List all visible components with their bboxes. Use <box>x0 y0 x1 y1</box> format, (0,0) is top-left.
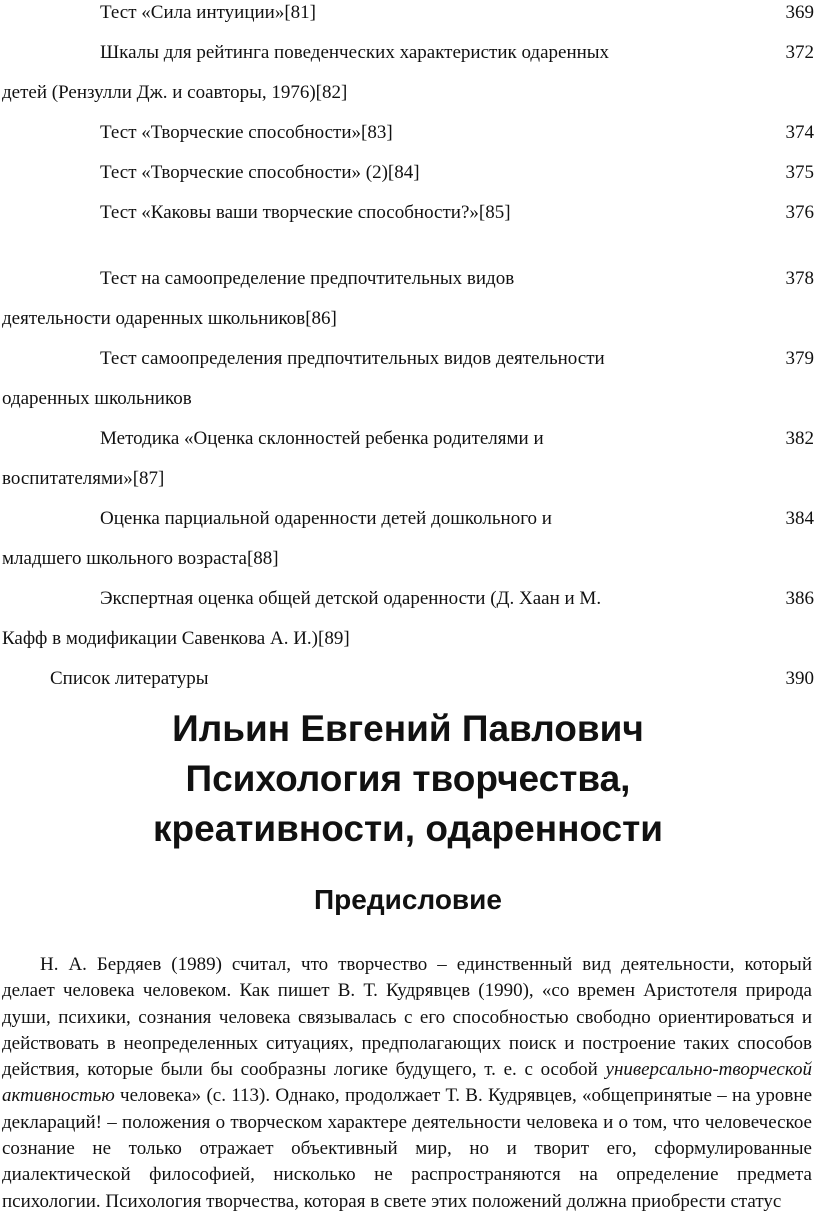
book-title-line: креативности, одаренности <box>153 808 663 849</box>
toc-entry-page: 376 <box>785 202 814 223</box>
toc-entry-page: 375 <box>785 162 814 183</box>
toc-entry-title-cont: воспитателями»[87] <box>2 468 165 489</box>
toc-entry-title: Тест на самоопределение предпочтительных видов <box>100 268 515 289</box>
toc-entry-title-cont: детей (Рензулли Дж. и соавторы, 1976)[82] <box>2 82 348 103</box>
toc-entry-title: Тест «Творческие способности»[83] <box>100 122 393 143</box>
preface-text-cont: человека» (с. 113). Однако, продолжает Т. В. Кудрявцев, «общепринятые – на уровне деклараций! – положения о творческом характере деятельности человека и о том, что человеческое сознание не только отражает объективный мир, но и творит его, сформулированные диалектической философией, нисколько не распространяются на определение предмета психологии. Психология творчества, которая в свете этих положений должна приобрести статус <box>2 1085 813 1212</box>
toc-entry-title: Тест «Каковы ваши творческие способности?»[85] <box>100 202 511 223</box>
toc-entry-page: 378 <box>785 268 814 289</box>
toc-entry-title: Тест «Творческие способности» (2)[84] <box>100 162 420 183</box>
book-title-line: Психология творчества, <box>185 758 631 799</box>
toc-entry-title-cont: младшего школьного возраста[88] <box>2 548 279 569</box>
toc-entry-page: 372 <box>785 42 814 63</box>
toc-entry-page: 369 <box>785 2 814 23</box>
toc-entry-title-cont: одаренных школьников <box>2 388 192 409</box>
toc-entry-title: Методика «Оценка склонностей ребенка родителями и <box>100 428 544 449</box>
preface-paragraph <box>2 952 812 1215</box>
toc-entry-title: Шкалы для рейтинга поведенческих характеристик одаренных <box>100 42 610 63</box>
book-author: Ильин Евгений Павлович <box>172 708 644 749</box>
toc-entry-title: Оценка парциальной одаренности детей дошкольного и <box>100 508 552 529</box>
toc-entry-page: 390 <box>785 668 814 689</box>
toc-entry-title-cont: деятельности одаренных школьников[86] <box>2 308 337 329</box>
toc-entry-title-cont: Кафф в модификации Савенкова А. И.)[89] <box>2 628 350 649</box>
toc-entry-page: 386 <box>785 588 814 609</box>
toc-entry-title: Тест «Сила интуиции»[81] <box>100 2 316 23</box>
toc-entry-page: 374 <box>785 122 814 143</box>
preface-italic-text: универсально-творческой активностью <box>2 1059 812 1107</box>
toc-entry-title: Экспертная оценка общей детской одаренности (Д. Хаан и М. <box>100 588 602 609</box>
preface-text: Н. А. Бердяев (1989) считал, что творчество – единственный вид деятельности, который делает человека человеком. Как пишет В. Т. Кудрявцев (1990), «со времен Аристотеля природа души, психики, сознания человека связывалась с его способностью свободно ориентироваться и действовать в неопределенных ситуациях, предполагающих поиск и построение таких способов действия, которые были бы сообразны логике будущего, т. е. с особой <box>2 954 812 1081</box>
toc-entry-page: 382 <box>785 428 814 449</box>
preface-heading: Предисловие <box>314 884 502 915</box>
toc-entry-page: 384 <box>785 508 814 529</box>
toc-entry-title: Список литературы <box>50 668 209 689</box>
toc-entry-page: 379 <box>785 348 814 369</box>
toc-entry-title: Тест самоопределения предпочтительных видов деятельности <box>100 348 605 369</box>
